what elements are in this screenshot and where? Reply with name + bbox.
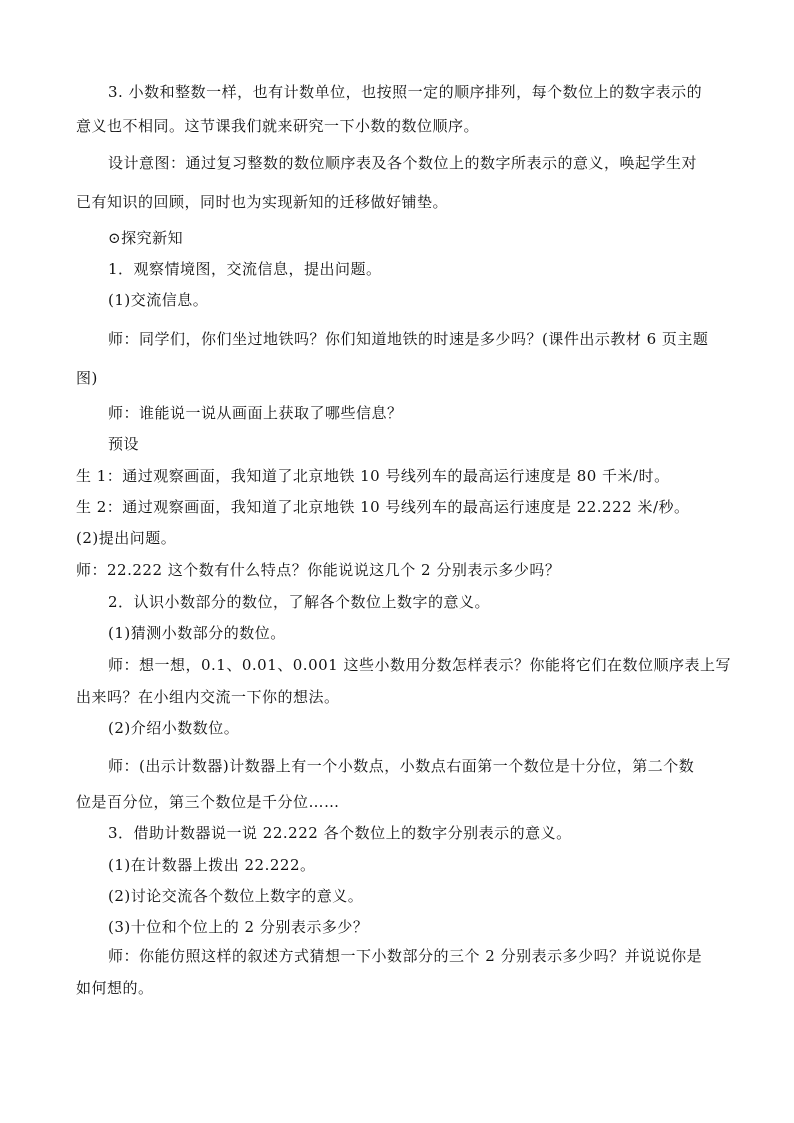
teacher-line: 师：你能仿照这样的叙述方式猜想一下小数部分的三个 2 分别表示多少吗？并说说你是 (108, 947, 703, 965)
step-heading: 2．认识小数部分的数位，了解各个数位上数字的意义。 (108, 593, 491, 611)
teacher-line: 师：同学们，你们坐过地铁吗？你们知道地铁的时速是多少吗？(课件出示教材 6 页主题 (108, 330, 709, 348)
teacher-line: 师：谁能说一说从画面上获取了哪些信息？ (108, 404, 403, 422)
student-line: 生 1：通过观察画面，我知道了北京地铁 10 号线列车的最高运行速度是 80 千米/时。 (76, 467, 670, 485)
preset-label: 预设 (108, 435, 140, 453)
sub-heading: (2)讨论交流各个数位上数字的意义。 (108, 887, 364, 905)
teacher-line: 师：想一想，0.1、0.01、0.001 这些小数用分数怎样表示？你能将它们在数位顺序表上写 (108, 656, 731, 674)
sub-heading: (2)提出问题。 (76, 529, 177, 547)
design-intent-line: 设计意图：通过复习整数的数位顺序表及各个数位上的数字所表示的意义，唤起学生对 (108, 154, 698, 172)
sub-heading: (3)十位和个位上的 2 分别表示多少？ (108, 918, 369, 936)
teacher-line: 图) (76, 369, 98, 387)
sub-heading: (1)交流信息。 (108, 291, 209, 309)
step-heading: 1．观察情境图，交流信息，提出问题。 (108, 260, 382, 278)
student-line: 生 2：通过观察画面，我知道了北京地铁 10 号线列车的最高运行速度是 22.222 米/秒。 (76, 498, 690, 516)
section-heading: ⊙探究新知 (108, 229, 184, 247)
sub-heading: (1)在计数器上拨出 22.222。 (108, 856, 316, 874)
teacher-line: 出来吗？在小组内交流一下你的想法。 (76, 688, 340, 706)
design-intent-line: 已有知识的回顾，同时也为实现新知的迁移做好铺垫。 (76, 193, 449, 211)
sub-heading: (2)介绍小数数位。 (108, 719, 240, 737)
teacher-line: 师：(出示计数器)计数器上有一个小数点，小数点右面第一个数位是十分位，第二个数 (108, 757, 695, 775)
teacher-line: 位是百分位，第三个数位是千分位…… (76, 793, 340, 811)
step-heading: 3．借助计数器说一说 22.222 各个数位上的数字分别表示的意义。 (108, 824, 572, 842)
teacher-line: 如何想的。 (76, 979, 154, 997)
paragraph-line: 意义也不相同。这节课我们就来研究一下小数的数位顺序。 (76, 117, 480, 135)
paragraph-line: 3. 小数和整数一样，也有计数单位，也按照一定的顺序排列，每个数位上的数字表示的 (108, 83, 703, 101)
teacher-line: 师：22.222 这个数有什么特点？你能说说这几个 2 分别表示多少吗？ (76, 561, 561, 579)
sub-heading: (1)猜测小数部分的数位。 (108, 624, 286, 642)
